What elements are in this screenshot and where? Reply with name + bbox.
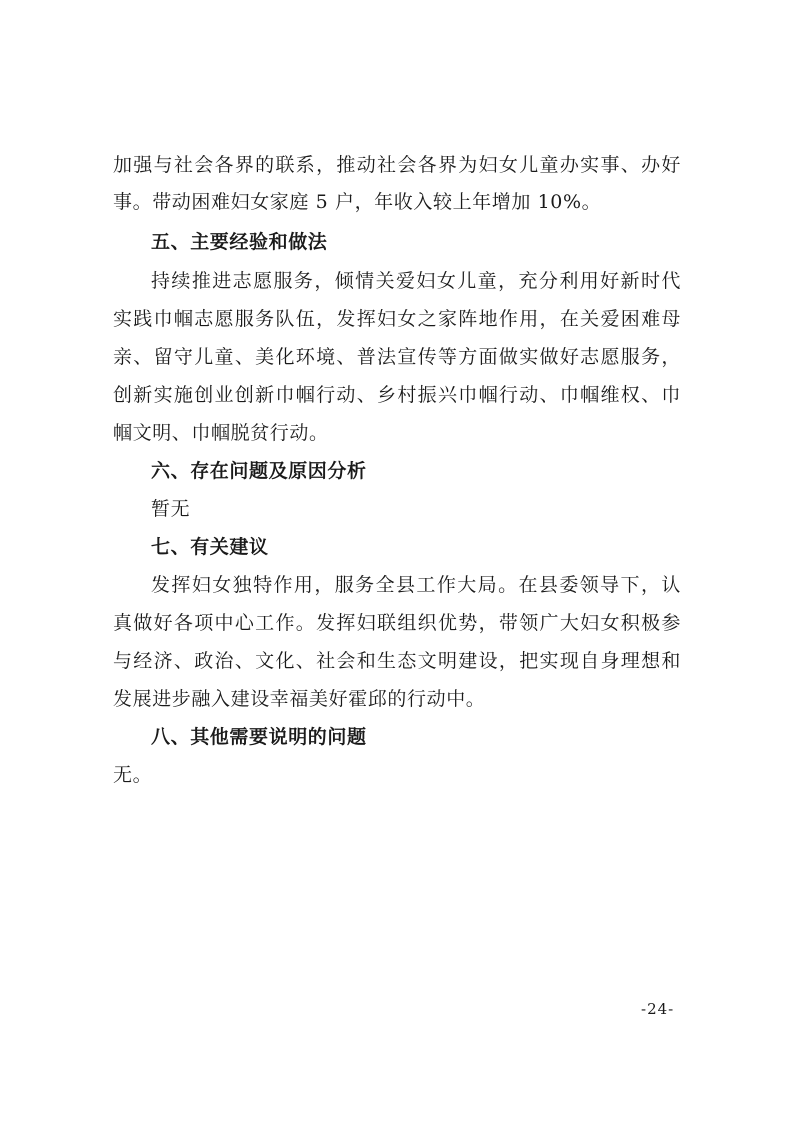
paragraph-line: 帼文明、巾帼脱贫行动。 [113,422,329,444]
paragraph-line: 实践巾帼志愿服务队伍，发挥妇女之家阵地作用，在关爱困难母 [113,308,681,330]
paragraph-line: 无。 [113,764,153,786]
paragraph-line: 持续推进志愿服务，倾情关爱妇女儿童，充分利用好新时代 [151,270,681,292]
section-heading: 五、主要经验和做法 [151,231,328,253]
paragraph-line: 真做好各项中心工作。发挥妇联组织优势，带领广大妇女积极参 [113,612,681,634]
page-number: -24- [641,1000,675,1018]
paragraph-line: 亲、留守儿童、美化环境、普法宣传等方面做实做好志愿服务， [113,346,681,368]
paragraph-line: 创新实施创业创新巾帼行动、乡村振兴巾帼行动、巾帼维权、巾 [113,384,681,406]
paragraph-line: 发展进步融入建设幸福美好霍邱的行动中。 [113,688,486,710]
paragraph-line: 与经济、政治、文化、社会和生态文明建设，把实现自身理想和 [113,650,681,672]
paragraph-line: 事。带动困难妇女家庭 5 户，年收入较上年增加 10%。 [113,191,602,213]
section-heading: 七、有关建议 [151,536,269,558]
section-heading: 八、其他需要说明的问题 [151,726,367,748]
paragraph-line: 加强与社会各界的联系，推动社会各界为妇女儿童办实事、办好 [113,154,681,176]
paragraph-line: 发挥妇女独特作用，服务全县工作大局。在县委领导下，认 [151,574,681,596]
paragraph-line: 暂无 [151,498,191,520]
section-heading: 六、存在问题及原因分析 [151,460,367,482]
